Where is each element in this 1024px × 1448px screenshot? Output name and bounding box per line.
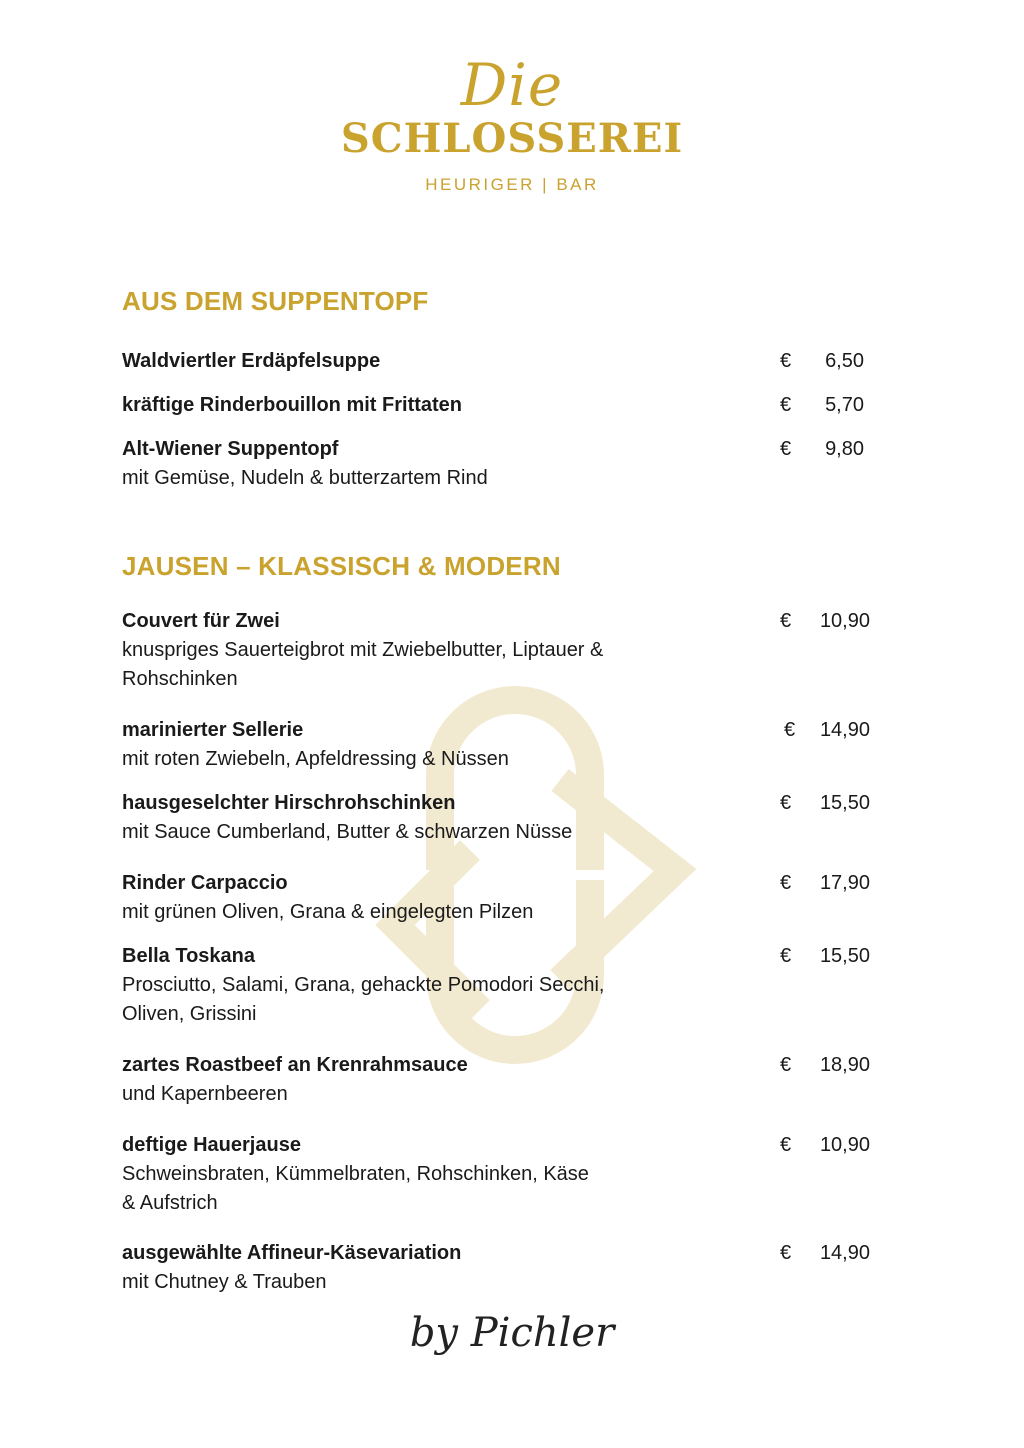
section-title-snacks: JAUSEN – KLASSISCH & MODERN [122, 551, 561, 581]
brand-logo [0, 51, 1024, 195]
item-name: kräftige Rinderbouillon mit Frittaten [122, 394, 463, 416]
price-value: 18,90 [819, 1054, 870, 1076]
price-value: 15,50 [819, 945, 870, 967]
item-price [780, 435, 870, 464]
price-value: 14,90 [819, 1242, 870, 1264]
price-value: 10,90 [819, 1134, 870, 1156]
item-name: Rinder Carpaccio [122, 872, 288, 894]
item-description: mit grünen Oliven, Grana & eingelegten Pilzen [122, 901, 534, 923]
item-name: zartes Roastbeef an Krenrahmsauce [122, 1054, 468, 1076]
price-value: 15,50 [819, 792, 870, 814]
signature: by Pichler [409, 1310, 615, 1356]
currency-symbol: € [780, 1242, 792, 1264]
currency-symbol: € [780, 610, 792, 632]
item-name: Bella Toskana [122, 945, 256, 967]
item-price [780, 1239, 870, 1268]
item-description: mit Gemüse, Nudeln & butterzartem Rind [122, 467, 488, 489]
menu-item [122, 391, 882, 420]
logo-script-text: Die [460, 51, 564, 119]
item-description: mit Sauce Cumberland, Butter & schwarzen Nüsse [122, 821, 573, 843]
price-value: 9,80 [825, 438, 864, 460]
item-price [784, 716, 870, 745]
menu-item [122, 942, 882, 1029]
item-price [780, 942, 870, 971]
currency-symbol: € [780, 792, 792, 814]
item-price [780, 869, 870, 898]
menu-item [122, 435, 882, 493]
item-name: marinierter Sellerie [122, 719, 304, 741]
logo-name-text: SCHLOSSEREI [340, 115, 684, 162]
section-title-soups: AUS DEM SUPPENTOPF [122, 286, 429, 316]
currency-symbol: € [780, 945, 792, 967]
price-value: 14,90 [819, 719, 870, 741]
menu-item [122, 607, 882, 694]
price-value: 17,90 [819, 872, 870, 894]
menu-item [122, 789, 882, 847]
price-value: 6,50 [825, 350, 864, 372]
item-description: mit roten Zwiebeln, Apfeldressing & Nüssen [122, 748, 509, 770]
item-name: Couvert für Zwei [122, 610, 280, 632]
item-price [780, 1131, 870, 1160]
currency-symbol: € [784, 719, 796, 741]
item-name: ausgewählte Affineur-Käsevariation [122, 1242, 462, 1264]
price-value: 5,70 [825, 394, 864, 416]
item-price [780, 391, 870, 420]
item-name: Waldviertler Erdäpfelsuppe [122, 350, 381, 372]
menu-item [122, 1239, 882, 1297]
menu-item [122, 1131, 882, 1218]
item-price [780, 1051, 870, 1080]
item-name: deftige Hauerjause [122, 1134, 301, 1156]
currency-symbol: € [780, 438, 792, 460]
currency-symbol: € [780, 394, 792, 416]
item-description: knuspriges Sauerteigbrot mit Zwiebelbutter, Liptauer & Rohschinken [122, 639, 604, 690]
item-name: Alt-Wiener Suppentopf [122, 438, 339, 460]
menu-item [122, 716, 882, 774]
currency-symbol: € [780, 1054, 792, 1076]
currency-symbol: € [780, 872, 792, 894]
price-value: 10,90 [819, 610, 870, 632]
item-price [780, 607, 870, 636]
menu-item [122, 1051, 882, 1109]
item-price [780, 789, 870, 818]
item-description: Schweinsbraten, Kümmelbraten, Rohschinken, Käse & Aufstrich [122, 1163, 589, 1214]
item-price [780, 347, 870, 376]
item-description: mit Chutney & Trauben [122, 1271, 327, 1293]
menu-item [122, 347, 882, 376]
logo-subtitle: HEURIGER | BAR [425, 175, 599, 194]
item-description: Prosciutto, Salami, Grana, gehackte Pomodori Secchi, Oliven, Grissini [122, 974, 605, 1025]
item-name: hausgeselchter Hirschrohschinken [122, 792, 456, 814]
menu-item [122, 869, 882, 927]
currency-symbol: € [780, 1134, 792, 1156]
currency-symbol: € [780, 350, 792, 372]
item-description: und Kapernbeeren [122, 1083, 288, 1105]
